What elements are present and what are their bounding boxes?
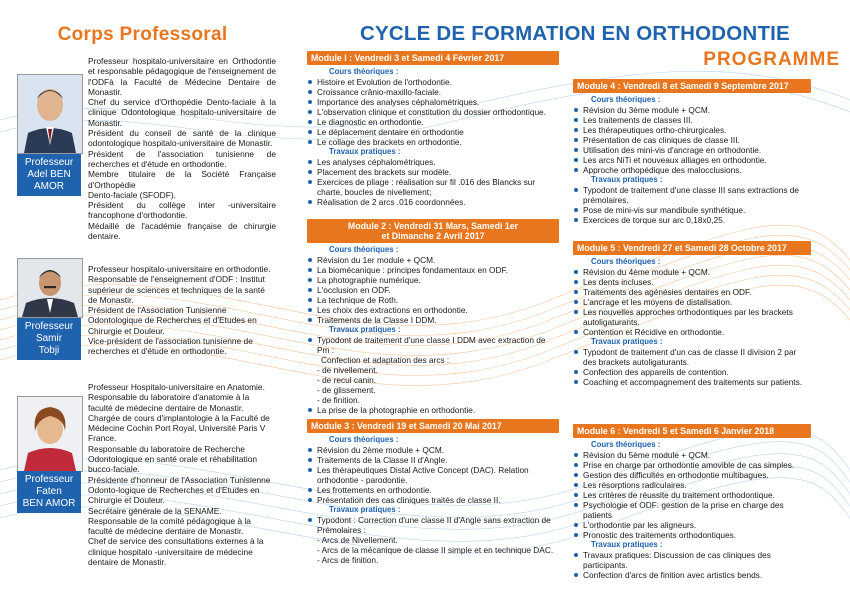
list-item: - de finition. — [317, 395, 360, 405]
list-item: Les arcs NiTi et nouveaux alliages en orthodontie. — [573, 155, 811, 165]
module-6-header: Module 6 : Vendredi 5 et Samedi 6 Janvier 2018 — [573, 424, 811, 438]
list-item: Les thérapeutiques ortho-chirurgicales. — [573, 125, 811, 135]
module-4 — [573, 79, 811, 225]
list-item: Typodont : Correction d'une classe II d'Angle sans extraction de Prémolaires : — [307, 515, 559, 535]
list-item: - Arcs de Nivellement. — [317, 535, 398, 545]
list-item: Utilisation des mini-vis d'ancrage en orthodontie. — [573, 145, 811, 155]
list-item: Les frottements en orthodontie. — [307, 485, 559, 495]
list-item: - de nivellement. — [317, 365, 378, 375]
module-5-practical-label: Travaux pratiques : — [591, 337, 663, 346]
professor-photo-samir — [17, 258, 83, 318]
list-item: Les choix des extractions en orthodontie. — [307, 305, 559, 315]
module-2-theory-label: Cours théoriques : — [329, 245, 399, 254]
module-4-theory-label: Cours théoriques : — [591, 95, 661, 104]
professor-bio-samir: Professeur hospitalo-universitaire en orthodontie. Responsable de l'enseignement d'ODF : Institut supérieur de sciences et techniques de la santé de Monastir. Président de l'Association Tunisienne Odontologique de Recherches et d'Etudes en Chirurgie et Douleur. Vice-président de l'association tunisienne de recherches et d'étude en orthodontie. — [88, 264, 271, 357]
list-item: Révision du 2ème module + QCM. — [307, 445, 559, 455]
programme-subtitle: PROGRAMME — [703, 49, 840, 70]
module-2-header: Module 2 : Vendredi 31 Mars, Samedi 1er et Dimanche 2 Avril 2017 — [307, 219, 559, 243]
list-item: Pose de mini-vis sur mandibule synthétique. — [573, 205, 811, 215]
list-item: Présentation de cas cliniques de classe III. — [573, 135, 811, 145]
list-item: Traitements de la Classe II d'Angle. — [307, 455, 559, 465]
list-item: Traitements de la Classe I DDM. — [307, 315, 559, 325]
professor-caption-faten: Professeur Faten BEN AMOR — [17, 471, 81, 513]
list-item: La technique de Roth. — [307, 295, 559, 305]
list-item: Placement des brackets sur modèle. — [307, 167, 559, 177]
list-item: Traitements des agénésies dentaires en ODF. — [573, 287, 811, 297]
list-item: L'observation clinique et constitution du dossier orthodontique. — [307, 107, 559, 117]
list-item: Les analyses céphalométriques. — [307, 157, 559, 167]
list-item: Révision du 3ème module + QCM. — [573, 105, 811, 115]
module-6 — [573, 424, 811, 580]
list-item: La prise de la photographie en orthodontie. — [307, 405, 559, 415]
list-item: Les nouvelles approches orthodontiques par les brackets autoligaturants. — [573, 307, 811, 327]
list-item: Exercices de pliage : réalisation sur fil .016 des Blancks sur charte, boucles de nivellement; — [307, 177, 559, 197]
list-item: La biomécanique : principes fondamentaux en ODF. — [307, 265, 559, 275]
module-2 — [307, 219, 559, 415]
professor-bio-adel: Professeur hospitalo-universitaire en Orthodontie et responsable pédagogique de l'enseignement de l'ODFà la Faculté de Médecine Dentaire de Monastir. Chef du service d'Orthopédie Dento-faciale à la clinique Odontologique hospitalo-universitaire de Monastir. Président du conseil de santé de la clinique odontologique hospitalo-universitaire de Monastir. Président de l'association tunisienne de recherches et d'étude en orthodontie. Membre titulaire de la Société Française d'Orthopédie Dento-faciale (SFODF). Président du collège inter -universitaire francophone d'orthodontie. Médaillé de l'académie française de chirurgie dentaire. — [88, 56, 276, 242]
module-3 — [307, 419, 559, 565]
list-item: Typodont de traitement d'un cas de classe II division 2 par des brackets autoligaturants. — [573, 347, 811, 367]
module-5-header: Module 5 : Vendredi 27 et Samedi 28 Octobre 2017 — [573, 241, 811, 255]
module-1-header: Module I : Vendredi 3 et Samedi 4 Février 2017 — [307, 51, 559, 65]
module-6-theory-label: Cours théoriques : — [591, 440, 661, 449]
list-item: Le déplacement dentaire en orthodontie — [307, 127, 559, 137]
list-item: Les dents incluses. — [573, 277, 811, 287]
list-item: L'occlusion en ODF. — [307, 285, 559, 295]
list-item: Approche orthopédique des malocclusions. — [573, 165, 811, 175]
page-title: CYCLE DE FORMATION EN ORTHODONTIE — [360, 22, 790, 45]
list-item: Le collage des brackets en orthodontie. — [307, 137, 559, 147]
module-2-practical-label: Travaux pratiques : — [329, 325, 401, 334]
list-item: Prise en charge par orthodontie amovible de cas simples. — [573, 460, 811, 470]
module-3-header: Module 3 : Vendredi 19 et Samedi 20 Mai 2017 — [307, 419, 559, 433]
list-item: Croissance crânio-maxillo-faciale. — [307, 87, 559, 97]
professor-photo-adel — [17, 74, 83, 154]
list-item: Le diagnostic en orthodontie. — [307, 117, 559, 127]
list-item: Confection et adaptation des arcs : — [321, 355, 450, 365]
module-1-theory-label: Cours théoriques : — [329, 67, 399, 76]
list-item: - Arcs de finition. — [317, 555, 379, 565]
module-5 — [573, 241, 811, 387]
list-item: L'ancrage et les moyens de distalisation. — [573, 297, 811, 307]
module-3-practical-label: Travaux pratiques : — [329, 505, 401, 514]
list-item: Présentation des cas cliniques traités de classe II. — [307, 495, 559, 505]
list-item: Psychologie et ODF: gestion de la prise en charge des patients — [573, 500, 811, 520]
list-item: Coaching et accompagnement des traitements sur patients. — [573, 377, 811, 387]
list-item: L'orthodontie par les aligneurs. — [573, 520, 811, 530]
list-item: Exercices de torque sur arc 0,18x0,25. — [573, 215, 811, 225]
module-3-theory-label: Cours théoriques : — [329, 435, 399, 444]
list-item: - de recul canin. — [317, 375, 377, 385]
corps-title: Corps Professoral — [57, 24, 228, 45]
list-item: Les traitements de classes III. — [573, 115, 811, 125]
professor-photo-faten — [17, 396, 83, 472]
list-item: - Arcs de la mécanique de classe II simple et en technique DAC. — [317, 545, 554, 555]
list-item: Confection des appareils de contention. — [573, 367, 811, 377]
list-item: Les résorptions radiculaires. — [573, 480, 811, 490]
list-item: Typodont de traitement d'une classe I DDM avec extraction de Pm : — [307, 335, 559, 355]
list-item: Révision du 1er module + QCM. — [307, 255, 559, 265]
list-item: Révision du 5ème module + QCM. — [573, 450, 811, 460]
list-item: Révision du 4ème module + QCM. — [573, 267, 811, 277]
list-item: La photographie numérique. — [307, 275, 559, 285]
list-item: Confection d'arcs de finition avec artistics bends. — [573, 570, 811, 580]
list-item: - de glissement. — [317, 385, 376, 395]
module-5-theory-label: Cours théoriques : — [591, 257, 661, 266]
module-1-practical-label: Travaux pratiques : — [329, 147, 401, 156]
list-item: Gestion des difficultés en orthodontie multibagues. — [573, 470, 811, 480]
list-item: Typodont de traitement d'une classe III sans extractions de prémolaires. — [573, 185, 811, 205]
module-4-header: Module 4 : Vendredi 8 et Samedi 9 Septembre 2017 — [573, 79, 811, 93]
list-item: Les thérapeutiques Distal Active Concept (DAC). Relation orthodontie - parodontie. — [307, 465, 559, 485]
professor-caption-adel: Professeur Adel BEN AMOR — [17, 154, 81, 196]
list-item: Importance des analyses céphalométriques. — [307, 97, 559, 107]
professor-caption-samir: Professeur Samir Tobji — [17, 318, 81, 360]
list-item: Travaux pratiques: Discussion de cas cliniques des participants. — [573, 550, 811, 570]
list-item: Réalisation de 2 arcs .016 coordonnées. — [307, 197, 559, 207]
module-4-practical-label: Travaux pratiques : — [591, 175, 663, 184]
list-item: Les critères de réussite du traitement orthodontique. — [573, 490, 811, 500]
list-item: Pronostic des traitements orthodontiques. — [573, 530, 811, 540]
module-6-practical-label: Travaux pratiques : — [591, 540, 663, 549]
professor-bio-faten: Professeur Hospitalo-universitaire en Anatomie. Responsable du laboratoire d'anatomie à la faculté de médecine dentaire de Monastir. Chargée de cours d'implantologie à la Faculté de Médecine Cochin Port Royal, Université Paris V France. Responsable du laboratoire de Recherche Odontologique en santé orale et réhabilitation bucco-faciale. Présidente d'honneur de l'Association Tunisienne Odonto-logique de Recherches et d'Etudes en Chirurgie et Douleur. Secrétaire générale de la SENAME. Responsable de la comité pédagogique à la faculté de médecine dentaire de Monastir. Chef de service des consultations externes à la clinique hospitalo -universitaire de médecine dentaire de Monastir. — [88, 382, 271, 568]
module-1 — [307, 51, 559, 207]
list-item: Histoire et Evolution de l'orthodontie. — [307, 77, 559, 87]
list-item: Contention et Récidive en orthodontie. — [573, 327, 811, 337]
